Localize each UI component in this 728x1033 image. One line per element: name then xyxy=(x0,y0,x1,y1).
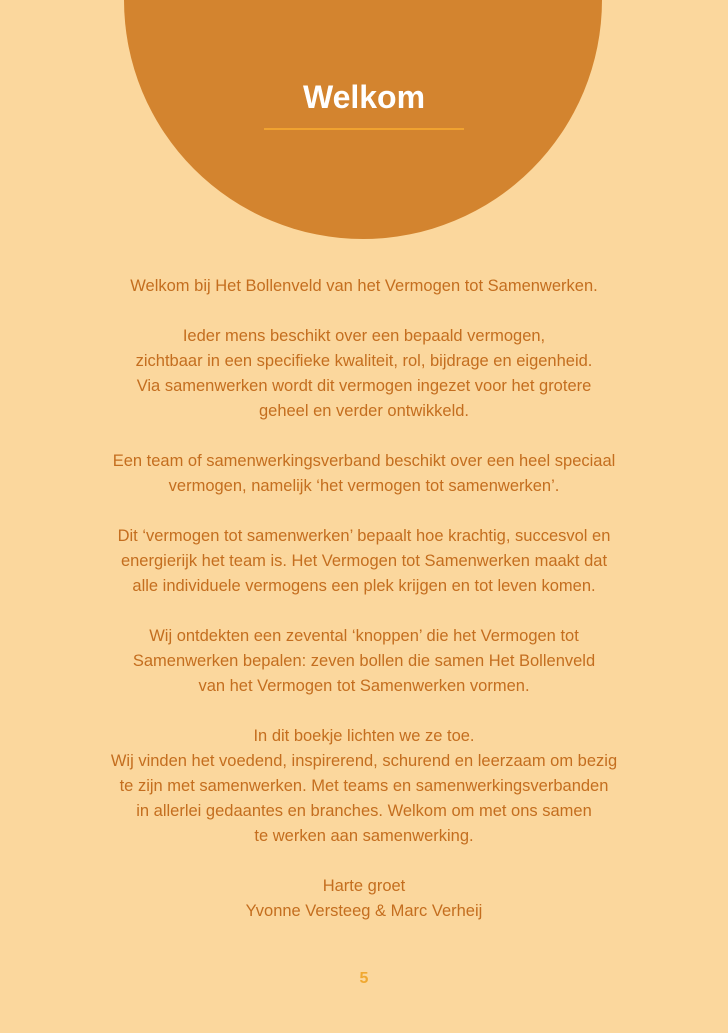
signature xyxy=(0,874,728,924)
title-divider xyxy=(264,128,464,130)
page-title: Welkom xyxy=(302,79,426,115)
paragraph xyxy=(0,324,728,424)
paragraph xyxy=(0,449,728,499)
text-line: vermogen, namelijk ‘het vermogen tot samenwerken’. xyxy=(168,477,560,495)
text-line: zichtbaar in een specifieke kwaliteit, rol, bijdrage en eigenheid. xyxy=(135,352,593,370)
text-line: energierijk het team is. Het Vermogen tot Samenwerken maakt dat xyxy=(120,552,608,570)
text-line: van het Vermogen tot Samenwerken vormen. xyxy=(198,677,530,695)
decorative-circle xyxy=(124,0,602,239)
text-line: in allerlei gedaantes en branches. Welkom om met ons samen xyxy=(136,802,592,820)
welcome-text xyxy=(0,274,728,949)
text-line: Een team of samenwerkingsverband beschikt over een heel speciaal xyxy=(112,452,616,470)
text-line: te zijn met samenwerken. Met teams en samenwerkingsverbanden xyxy=(119,777,609,795)
paragraph xyxy=(0,524,728,599)
paragraph xyxy=(0,624,728,699)
text-line: te werken aan samenwerking. xyxy=(254,827,474,845)
text-line: Harte groet xyxy=(322,877,406,895)
text-line: Via samenwerken wordt dit vermogen ingezet voor het grotere xyxy=(136,377,592,395)
text-line: geheel en verder ontwikkeld. xyxy=(258,402,470,420)
text-line: Ieder mens beschikt over een bepaald vermogen, xyxy=(182,327,546,345)
text-line: Welkom bij Het Bollenveld van het Vermogen tot Samenwerken. xyxy=(130,277,598,295)
text-line: Dit ‘vermogen tot samenwerken’ bepaalt hoe krachtig, succesvol en xyxy=(117,527,611,545)
text-line: Wij ontdekten een zevental ‘knoppen’ die het Vermogen tot xyxy=(149,627,579,645)
paragraph xyxy=(0,274,728,299)
text-line: Yvonne Versteeg & Marc Verheij xyxy=(245,902,483,920)
text-line: In dit boekje lichten we ze toe. xyxy=(253,727,475,745)
page-number: 5 xyxy=(359,970,369,987)
text-line: alle individuele vermogens een plek krijgen en tot leven komen. xyxy=(132,577,596,595)
text-line: Samenwerken bepalen: zeven bollen die samen Het Bollenveld xyxy=(132,652,596,670)
paragraph xyxy=(0,724,728,849)
text-line: Wij vinden het voedend, inspirerend, schurend en leerzaam om bezig xyxy=(110,752,618,770)
